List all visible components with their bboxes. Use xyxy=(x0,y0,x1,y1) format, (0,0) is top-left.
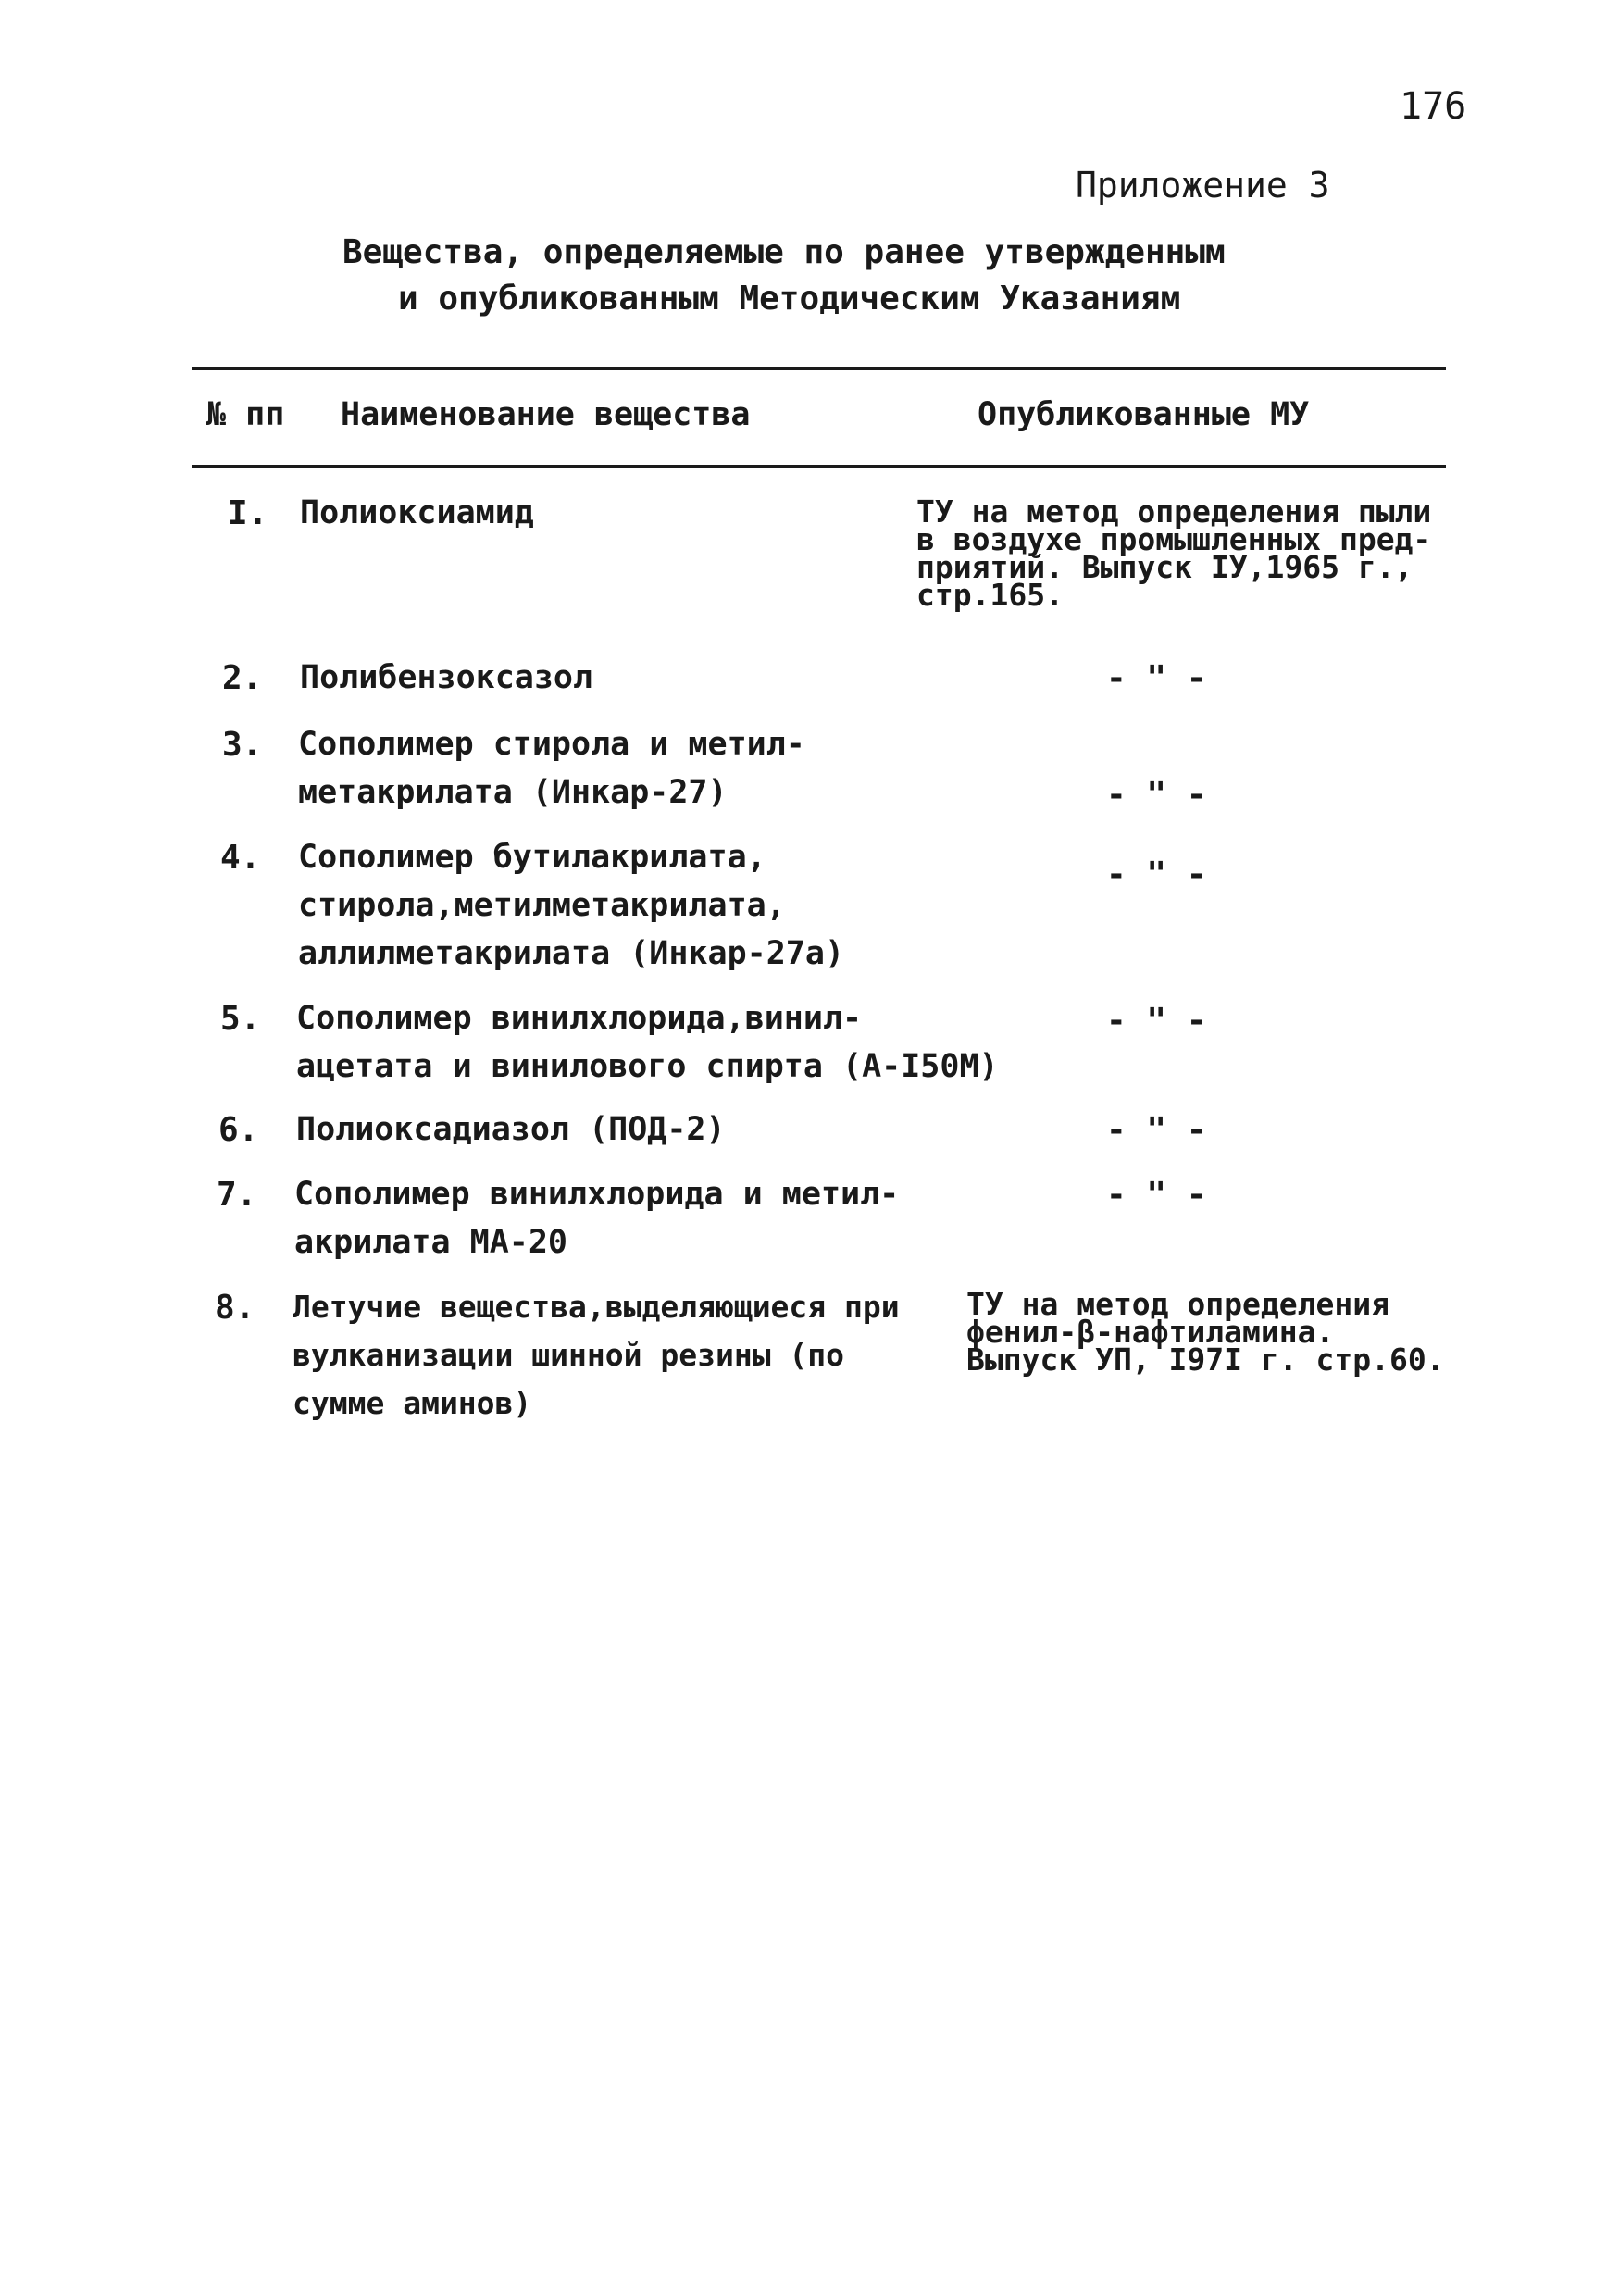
row-5-publication-ditto: - " - xyxy=(1106,1002,1207,1040)
row-8-number: 8. xyxy=(215,1289,255,1327)
row-7-substance: Сополимер винилхлорида и метил- акрилата МА-20 xyxy=(294,1176,900,1261)
page-number: 176 xyxy=(1400,85,1467,128)
row-3-number: 3. xyxy=(222,726,263,764)
row-7-publication-ditto: - " - xyxy=(1106,1176,1207,1214)
row-3-publication-ditto: - " - xyxy=(1106,776,1207,814)
table-top-rule xyxy=(192,367,1446,370)
row-7-number: 7. xyxy=(217,1176,257,1214)
row-3-substance: Сополимер стирола и метил- метакрилата (Инкар-27) xyxy=(298,726,805,811)
row-2-number: 2. xyxy=(222,659,263,697)
row-4-publication-ditto: - " - xyxy=(1106,855,1207,893)
table-header-rule xyxy=(192,465,1446,468)
row-8-publication: ТУ на метод определения фенил-β-нафтиламина. Выпуск УП, I97I г. стр.60. xyxy=(966,1286,1445,1378)
row-6-number: 6. xyxy=(218,1111,259,1149)
row-1-substance: Полиоксиамид xyxy=(300,494,534,531)
row-4-number: 4. xyxy=(220,839,261,877)
row-6-publication-ditto: - " - xyxy=(1106,1111,1207,1149)
row-6-substance: Полиоксадиазол (ПОД-2) xyxy=(296,1111,726,1148)
document-title-line-2: и опубликованным Методическим Указаниям xyxy=(398,280,1181,318)
row-2-publication-ditto: - " - xyxy=(1106,659,1207,697)
row-8-substance: Летучие вещества,выделяющиеся при вулканизации шинной резины (по сумме аминов) xyxy=(293,1289,900,1421)
appendix-label: Приложение 3 xyxy=(1076,165,1330,206)
row-2-substance: Полибензоксазол xyxy=(300,659,593,696)
row-5-substance: Сополимер винилхлорида,винил- ацетата и винилового спирта (А-I50М) xyxy=(296,1000,999,1085)
header-substance-name: Наименование вещества xyxy=(341,396,751,433)
row-5-number: 5. xyxy=(220,1000,261,1038)
row-1-publication: ТУ на метод определения пыли в воздухе промышленных пред- приятий. Выпуск IУ,1965 г., стр.165. xyxy=(916,493,1432,613)
header-published-mu: Опубликованные МУ xyxy=(978,396,1310,433)
header-number: № пп xyxy=(206,396,285,433)
row-1-number: I. xyxy=(228,494,268,532)
row-4-substance: Сополимер бутилакрилата, стирола,метилметакрилата, аллилметакрилата (Инкар-27а) xyxy=(298,839,845,972)
document-title-line-1: Вещества, определяемые по ранее утвержденным xyxy=(342,233,1226,271)
